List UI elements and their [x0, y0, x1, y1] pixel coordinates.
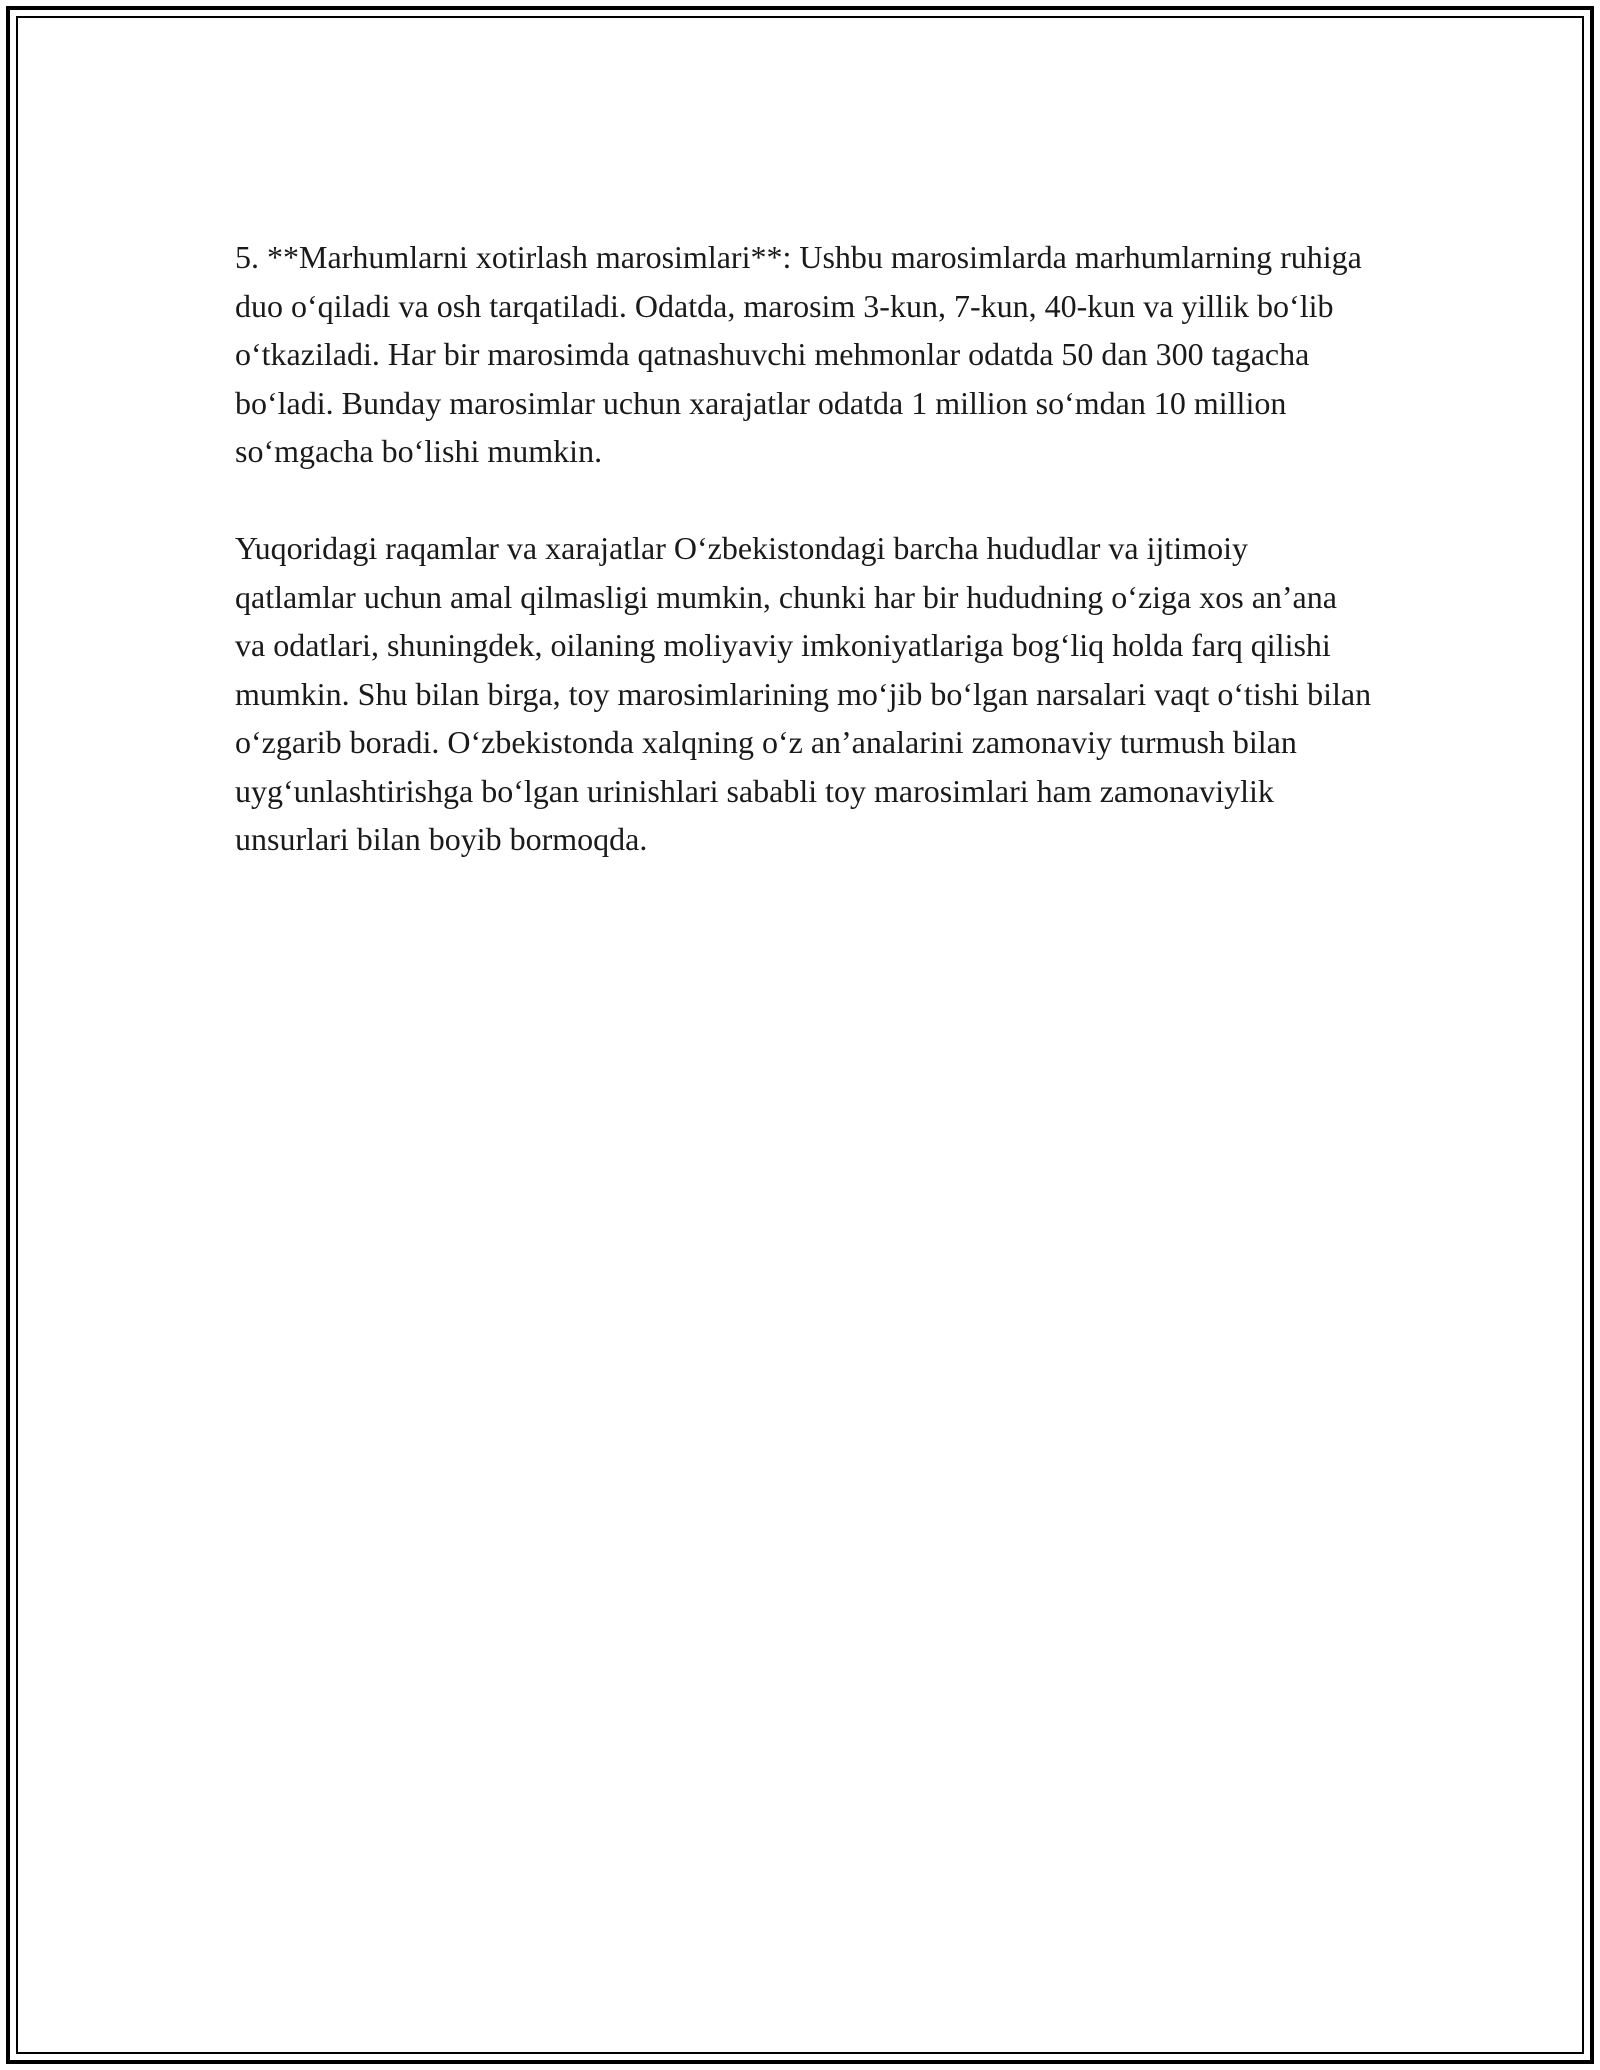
paragraph-conclusion: Yuqoridagi raqamlar va xarajatlar O‘zbekistondagi barcha hududlar va ijtimoiy qatlamlar uchun amal qilmasligi mumkin, chunki har bir hududning o‘ziga xos an’ana va odatlari, shuningdek, oilaning moliyaviy imkoniyatlariga bog‘liq holda farq qilishi mumkin. Shu bilan birga, toy marosimlarining mo‘jib bo‘lgan narsalari vaqt o‘tishi bilan o‘zgarib boradi. O‘zbekistonda xalqning o‘z an’analarini zamonaviy turmush bilan uyg‘unlashtirishga bo‘lgan urinishlari sababli toy marosimlari ham zamonaviylik unsurlari bilan boyib bormoqda.	[235, 530, 1372, 857]
document-body	[235, 233, 1375, 864]
paragraph-memorial-ceremonies: 5. **Marhumlarni xotirlash marosimlari**: Ushbu marosimlarda marhumlarning ruhiga duo o‘qiladi va osh tarqatiladi. Odatda, marosim 3-kun, 7-kun, 40-kun va yillik bo‘lib o‘tkaziladi. Har bir marosimda qatnashuvchi mehmonlar odatda 50 dan 300 tagacha bo‘ladi. Bunday marosimlar uchun xarajatlar odatda 1 million so‘mdan 10 million so‘mgacha bo‘lishi mumkin.	[235, 239, 1362, 469]
